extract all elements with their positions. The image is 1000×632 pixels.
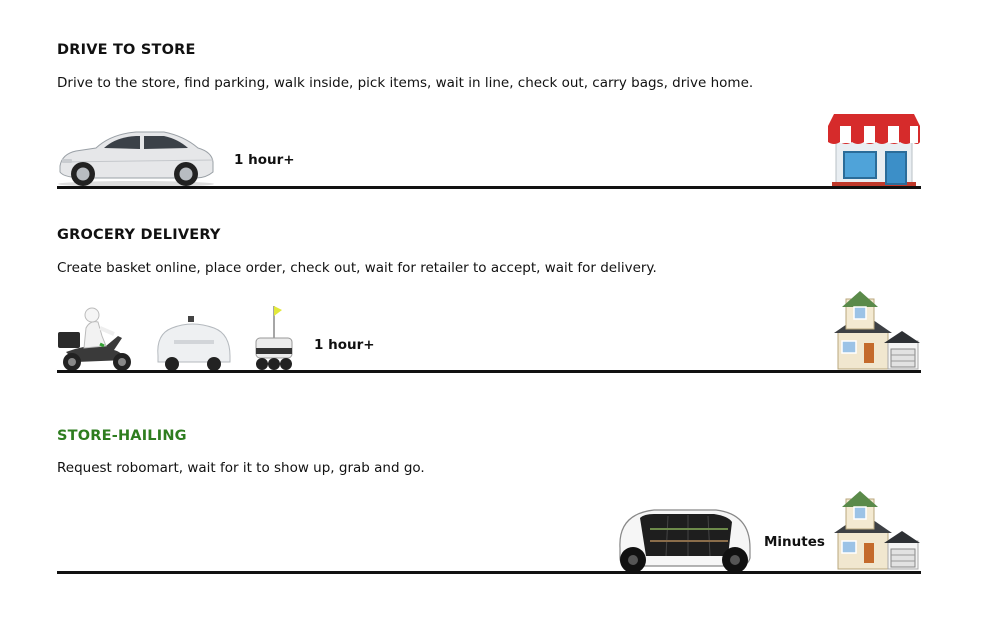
section-description: Create basket online, place order, check out, wait for retailer to accept, wait for delivery. [57, 260, 657, 276]
sidewalk-robot-icon [252, 304, 296, 372]
section-title: STORE-HAILING [57, 428, 187, 444]
delivery-van-robot-icon [154, 316, 232, 372]
section-description: Request robomart, wait for it to show up, grab and go. [57, 460, 425, 476]
house-icon [832, 291, 922, 371]
duration-label: 1 hour+ [234, 152, 295, 168]
store-icon [826, 112, 922, 187]
house-icon [832, 491, 922, 571]
timeline-baseline [57, 571, 921, 574]
section-title: GROCERY DELIVERY [57, 227, 221, 243]
duration-label: Minutes [764, 534, 825, 550]
car-icon [56, 126, 216, 188]
robomart-vehicle-icon [614, 506, 754, 574]
section-description: Drive to the store, find parking, walk inside, pick items, wait in line, check out, carry bags, drive home. [57, 75, 754, 91]
timeline-baseline [57, 186, 921, 189]
duration-label: 1 hour+ [314, 337, 375, 353]
section-title: DRIVE TO STORE [57, 42, 196, 58]
delivery-scooter-icon [56, 306, 134, 372]
timeline-baseline [57, 370, 921, 373]
